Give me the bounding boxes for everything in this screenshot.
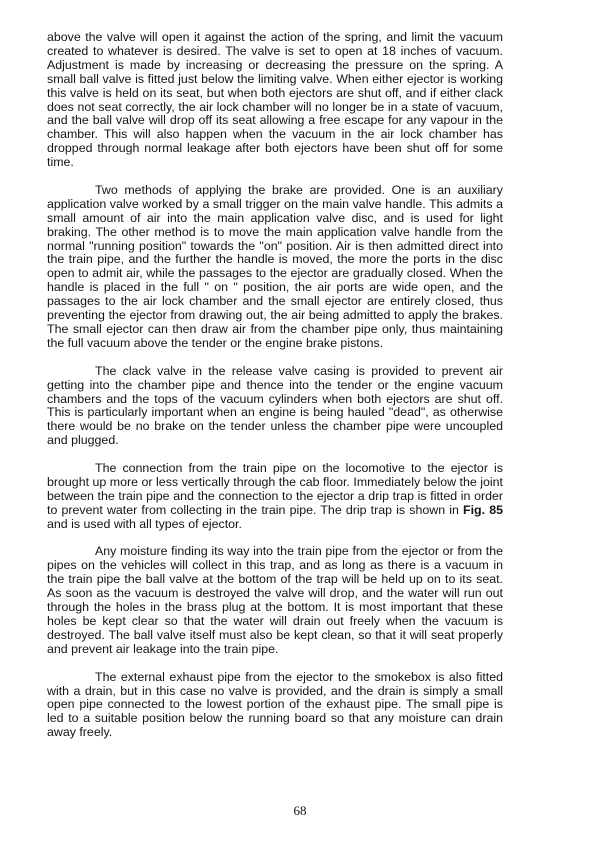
paragraph-1: above the valve will open it against the action of the spring, and limit the vacuum created to whatever is desired. The valve is set to open at 18 inches of vacuum. Adjustment is made by increasing or decreasing the pressure on the spring. A small ball valve is fitted just below the limiting valve. When either ejector is working this valve is held on its seat, but when both ejectors are shut off, and if either clack does not seat correctly, the air lock chamber will no longer be in a state of vacuum, and the ball valve will drop off its seat allowing a free escape for any vapour in the chamber. This will also happen when the vacuum in the air lock chamber has dropped through normal leakage after both ejectors have been shut off for some time.: [47, 30, 503, 170]
paragraph-3: The clack valve in the release valve casing is provided to prevent air getting into the chamber pipe and thence into the tender or the engine vacuum chambers and the tops of the vacuum cylinders when both ejectors are shut off. This is particularly important when an engine is being hauled "dead", as otherwise there would be no brake on the tender unless the chamber pipe were uncoupled and plugged.: [47, 363, 503, 448]
paragraph-5: Any moisture finding its way into the train pipe from the ejector or from the pipes on the vehicles will collect in this trap, and as long as there is a vacuum in the train pipe the ball valve at the bottom of the trap will be held up on to its seat. As soon as the vacuum is destroyed the valve will drop, and the water will run out through the holes in the brass plug at the bottom. It is most important that these holes be kept clear so that the water will drain out freely when the vacuum is destroyed. The ball valve itself must also be kept clean, so that it will seat properly and prevent air leakage into the train pipe.: [47, 544, 503, 656]
paragraph-4-text-after: and is used with all types of ejector.: [47, 516, 242, 531]
paragraph-4-text-before: The connection from the train pipe on the locomotive to the ejector is brought up more or less vertically through the cab floor. Immediately below the joint between the train pipe and the connection to the ejector a drip trap is fitted in order to prevent water from collecting in the train pipe. The drip trap is shown in: [47, 461, 503, 517]
page-number: 68: [293, 803, 307, 818]
paragraph-6: The external exhaust pipe from the ejector to the smokebox is also fitted with a drain, but in this case no valve is provided, and the drain is simply a small open pipe connected to the lowest portion of the exhaust pipe. The small pipe is led to a suitable position below the running board so that any moisture can drain away freely.: [47, 669, 503, 740]
paragraph-2: Two methods of applying the brake are provided. One is an auxiliary application valve worked by a small trigger on the main valve handle. This admits a small amount of air into the main application valve disc, and is used for light braking. The other method is to move the main application valve handle from the normal "running position" towards the "on" position. Air is then admitted direct into the train pipe, and the further the handle is moved, the more the ports in the disc open to admit air, while the passages to the ejector are gradually closed. When the handle is placed in the full " on " position, the air ports are wide open, and the passages to the air lock chamber and the small ejector are entirely closed, thus preventing the ejector from drawing out, the air being admitted to apply the brakes. The small ejector can then draw air from the chamber pipe only, thus maintaining the full vacuum above the tender or the engine brake pistons.: [47, 182, 503, 350]
paragraph-4: [47, 462, 503, 532]
figure-reference: Fig. 85: [463, 502, 503, 517]
